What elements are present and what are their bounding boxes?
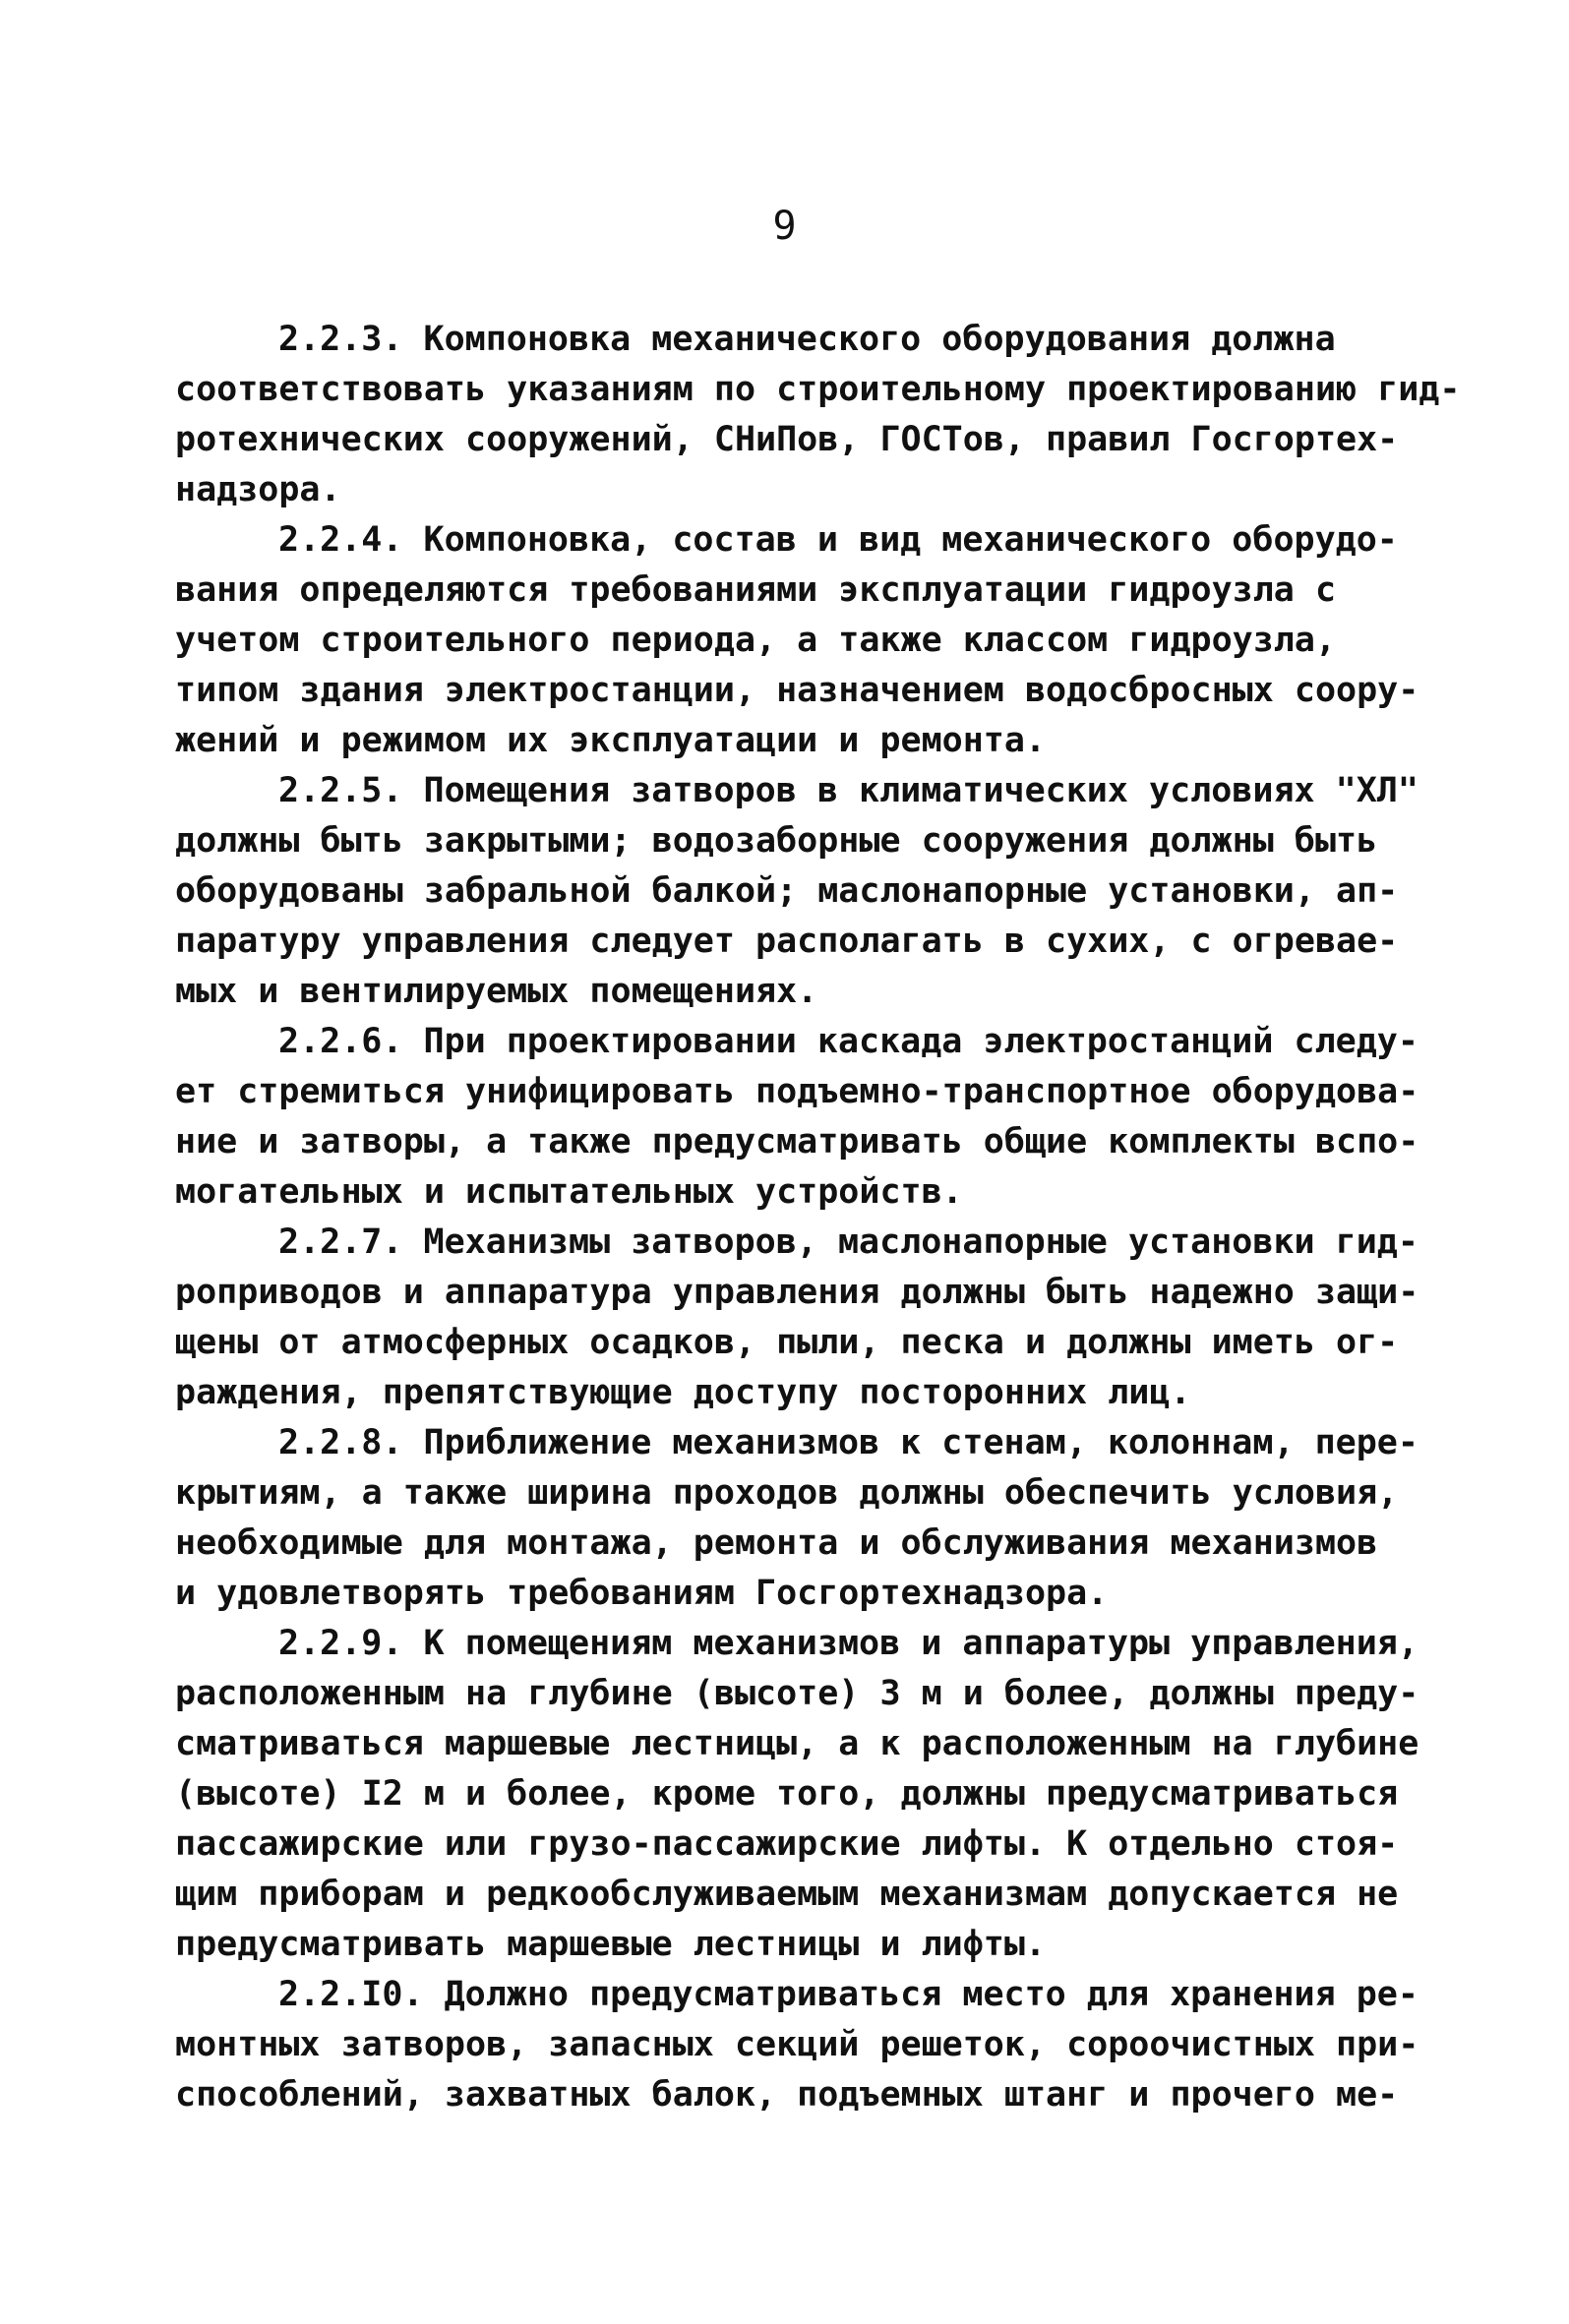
text-line: соответствовать указаниям по строительному проектированию гид- <box>175 370 1461 409</box>
text-line: мых и вентилируемых помещениях. <box>175 972 818 1011</box>
text-line: должны быть закрытыми; водозаборные сооружения должны быть <box>175 821 1378 861</box>
text-line: необходимые для монтажа, ремонта и обслуживания механизмов <box>175 1523 1378 1563</box>
text-line: сматриваться маршевые лестницы, а к расположенным на глубине <box>175 1724 1419 1763</box>
text-line: (высоте) I2 м и более, кроме того, должны предусматриваться <box>175 1774 1399 1814</box>
text-line: 2.2.3. Компоновка механического оборудования должна <box>278 320 1336 359</box>
text-line: и удовлетворять требованиям Госгортехнадзора. <box>175 1574 1109 1613</box>
text-line: 2.2.6. При проектировании каскада электростанций следу- <box>278 1022 1418 1061</box>
body-text <box>175 315 1461 2120</box>
page-number: 9 <box>772 204 797 249</box>
text-line: 2.2.8. Приближение механизмов к стенам, колоннам, пере- <box>278 1423 1418 1462</box>
text-line: ротехнических сооружений, СНиПов, ГОСТов, правил Госгортех- <box>175 420 1399 459</box>
text-line: расположенным на глубине (высоте) 3 м и более, должны преду- <box>175 1674 1419 1713</box>
text-line: щены от атмосферных осадков, пыли, песка и должны иметь ог- <box>175 1323 1399 1362</box>
text-line: вания определяются требованиями эксплуатации гидроузла с <box>175 570 1337 610</box>
text-line: 2.2.5. Помещения затворов в климатических условиях "ХЛ" <box>278 771 1418 810</box>
text-line: ет стремиться унифицировать подъемно-транспортное оборудова- <box>175 1072 1419 1111</box>
text-line: могательных и испытательных устройств. <box>175 1172 963 1212</box>
text-line: оборудованы забральной балкой; маслонапорные установки, ап- <box>175 871 1399 911</box>
text-line: предусматривать маршевые лестницы и лифты. <box>175 1925 1047 1964</box>
text-line: жений и режимом их эксплуатации и ремонта. <box>175 721 1047 760</box>
text-line: 2.2.I0. Должно предусматриваться место для хранения ре- <box>278 1975 1418 2014</box>
text-line: учетом строительного периода, а также классом гидроузла, <box>175 621 1337 660</box>
text-line: надзора. <box>175 470 341 509</box>
text-line: пассажирские или грузо-пассажирские лифты. К отдельно стоя- <box>175 1824 1399 1864</box>
text-line: 2.2.7. Механизмы затворов, маслонапорные установки гид- <box>278 1222 1418 1262</box>
text-line: щим приборам и редкообслуживаемым механизмам допускается не <box>175 1875 1399 1914</box>
text-line: монтных затворов, запасных секций решеток, сороочистных при- <box>175 2025 1419 2064</box>
text-line: способлений, захватных балок, подъемных штанг и прочего ме- <box>175 2075 1399 2115</box>
text-line: роприводов и аппаратура управления должны быть надежно защи- <box>175 1273 1419 1312</box>
text-line: раждения, препятствующие доступу посторонних лиц. <box>175 1373 1191 1412</box>
text-line: ние и затворы, а также предусматривать общие комплекты вспо- <box>175 1122 1419 1162</box>
text-line: типом здания электростанции, назначением водосбросных соору- <box>175 671 1419 710</box>
text-line: паратуру управления следует располагать в сухих, с огревае- <box>175 922 1399 961</box>
text-line: 2.2.4. Компоновка, состав и вид механического оборудо- <box>278 520 1398 560</box>
text-line: 2.2.9. К помещениям механизмов и аппаратуры управления, <box>278 1624 1418 1663</box>
text-line: крытиям, а также ширина проходов должны обеспечить условия, <box>175 1473 1399 1513</box>
